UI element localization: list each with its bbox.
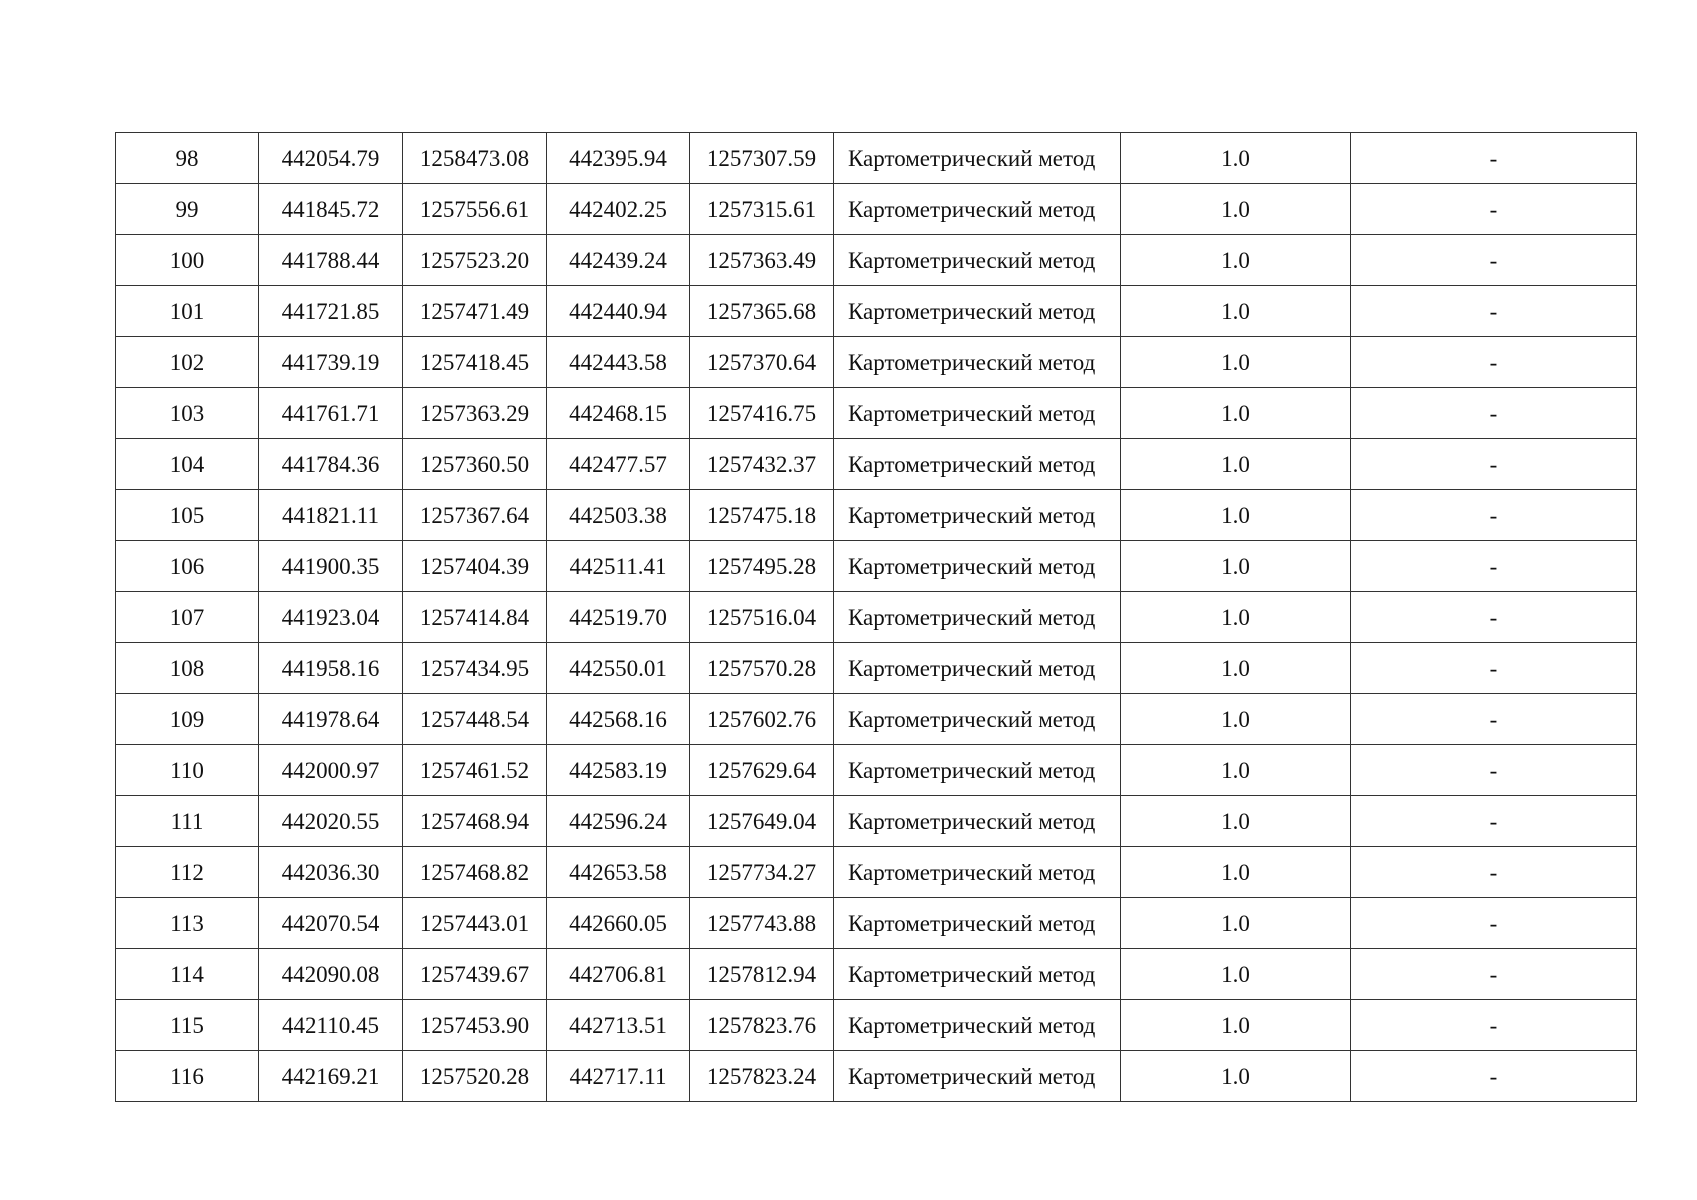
x-old-cell: 441784.36 <box>259 439 403 490</box>
accuracy-cell: 1.0 <box>1121 133 1351 184</box>
y-old-cell: 1257418.45 <box>403 337 547 388</box>
table-row <box>116 694 1637 745</box>
x-new-cell: 442713.51 <box>547 1000 690 1051</box>
point-number-cell: 115 <box>116 1000 259 1051</box>
x-new-cell: 442717.11 <box>547 1051 690 1102</box>
x-old-cell: 442110.45 <box>259 1000 403 1051</box>
y-old-cell: 1257414.84 <box>403 592 547 643</box>
x-new-cell: 442660.05 <box>547 898 690 949</box>
method-cell: Картометрический метод <box>834 286 1121 337</box>
table-row <box>116 439 1637 490</box>
y-new-cell: 1257475.18 <box>690 490 834 541</box>
description-cell: - <box>1351 796 1637 847</box>
accuracy-cell: 1.0 <box>1121 949 1351 1000</box>
x-new-cell: 442395.94 <box>547 133 690 184</box>
description-cell: - <box>1351 439 1637 490</box>
method-cell: Картометрический метод <box>834 541 1121 592</box>
y-old-cell: 1257471.49 <box>403 286 547 337</box>
table-row <box>116 133 1637 184</box>
x-new-cell: 442550.01 <box>547 643 690 694</box>
x-new-cell: 442583.19 <box>547 745 690 796</box>
point-number-cell: 106 <box>116 541 259 592</box>
description-cell: - <box>1351 490 1637 541</box>
table-row <box>116 541 1637 592</box>
y-old-cell: 1257468.94 <box>403 796 547 847</box>
point-number-cell: 110 <box>116 745 259 796</box>
x-old-cell: 441978.64 <box>259 694 403 745</box>
point-number-cell: 111 <box>116 796 259 847</box>
x-new-cell: 442443.58 <box>547 337 690 388</box>
point-number-cell: 107 <box>116 592 259 643</box>
table-row <box>116 796 1637 847</box>
y-old-cell: 1257360.50 <box>403 439 547 490</box>
table-row <box>116 235 1637 286</box>
description-cell: - <box>1351 1051 1637 1102</box>
description-cell: - <box>1351 643 1637 694</box>
y-new-cell: 1257495.28 <box>690 541 834 592</box>
method-cell: Картометрический метод <box>834 847 1121 898</box>
point-number-cell: 112 <box>116 847 259 898</box>
point-number-cell: 108 <box>116 643 259 694</box>
method-cell: Картометрический метод <box>834 949 1121 1000</box>
y-new-cell: 1257823.76 <box>690 1000 834 1051</box>
accuracy-cell: 1.0 <box>1121 439 1351 490</box>
table-body <box>116 133 1637 1102</box>
method-cell: Картометрический метод <box>834 1000 1121 1051</box>
accuracy-cell: 1.0 <box>1121 898 1351 949</box>
method-cell: Картометрический метод <box>834 388 1121 439</box>
point-number-cell: 105 <box>116 490 259 541</box>
x-new-cell: 442706.81 <box>547 949 690 1000</box>
x-old-cell: 441761.71 <box>259 388 403 439</box>
table-row <box>116 643 1637 694</box>
accuracy-cell: 1.0 <box>1121 337 1351 388</box>
accuracy-cell: 1.0 <box>1121 643 1351 694</box>
x-old-cell: 441900.35 <box>259 541 403 592</box>
x-new-cell: 442439.24 <box>547 235 690 286</box>
method-cell: Картометрический метод <box>834 745 1121 796</box>
y-new-cell: 1257315.61 <box>690 184 834 235</box>
description-cell: - <box>1351 1000 1637 1051</box>
x-new-cell: 442468.15 <box>547 388 690 439</box>
table-row <box>116 286 1637 337</box>
point-number-cell: 101 <box>116 286 259 337</box>
point-number-cell: 103 <box>116 388 259 439</box>
point-number-cell: 100 <box>116 235 259 286</box>
description-cell: - <box>1351 337 1637 388</box>
point-number-cell: 102 <box>116 337 259 388</box>
x-new-cell: 442402.25 <box>547 184 690 235</box>
x-old-cell: 442020.55 <box>259 796 403 847</box>
x-old-cell: 441821.11 <box>259 490 403 541</box>
x-old-cell: 442054.79 <box>259 133 403 184</box>
method-cell: Картометрический метод <box>834 694 1121 745</box>
accuracy-cell: 1.0 <box>1121 1000 1351 1051</box>
y-new-cell: 1257649.04 <box>690 796 834 847</box>
point-number-cell: 116 <box>116 1051 259 1102</box>
table-row <box>116 337 1637 388</box>
method-cell: Картометрический метод <box>834 898 1121 949</box>
accuracy-cell: 1.0 <box>1121 286 1351 337</box>
accuracy-cell: 1.0 <box>1121 490 1351 541</box>
x-old-cell: 441958.16 <box>259 643 403 694</box>
table-row <box>116 490 1637 541</box>
point-number-cell: 113 <box>116 898 259 949</box>
y-old-cell: 1257523.20 <box>403 235 547 286</box>
accuracy-cell: 1.0 <box>1121 1051 1351 1102</box>
table-row <box>116 745 1637 796</box>
x-new-cell: 442568.16 <box>547 694 690 745</box>
x-new-cell: 442519.70 <box>547 592 690 643</box>
accuracy-cell: 1.0 <box>1121 694 1351 745</box>
accuracy-cell: 1.0 <box>1121 388 1351 439</box>
x-new-cell: 442477.57 <box>547 439 690 490</box>
method-cell: Картометрический метод <box>834 592 1121 643</box>
x-new-cell: 442596.24 <box>547 796 690 847</box>
description-cell: - <box>1351 235 1637 286</box>
y-new-cell: 1257823.24 <box>690 1051 834 1102</box>
description-cell: - <box>1351 898 1637 949</box>
point-number-cell: 109 <box>116 694 259 745</box>
point-number-cell: 114 <box>116 949 259 1000</box>
method-cell: Картометрический метод <box>834 643 1121 694</box>
y-new-cell: 1257432.37 <box>690 439 834 490</box>
y-new-cell: 1257365.68 <box>690 286 834 337</box>
method-cell: Картометрический метод <box>834 490 1121 541</box>
x-new-cell: 442440.94 <box>547 286 690 337</box>
y-old-cell: 1257434.95 <box>403 643 547 694</box>
method-cell: Картометрический метод <box>834 439 1121 490</box>
y-new-cell: 1257416.75 <box>690 388 834 439</box>
y-old-cell: 1257556.61 <box>403 184 547 235</box>
point-number-cell: 104 <box>116 439 259 490</box>
description-cell: - <box>1351 133 1637 184</box>
x-old-cell: 442070.54 <box>259 898 403 949</box>
x-new-cell: 442503.38 <box>547 490 690 541</box>
x-old-cell: 441845.72 <box>259 184 403 235</box>
y-new-cell: 1257363.49 <box>690 235 834 286</box>
method-cell: Картометрический метод <box>834 133 1121 184</box>
description-cell: - <box>1351 949 1637 1000</box>
y-new-cell: 1257370.64 <box>690 337 834 388</box>
x-old-cell: 441739.19 <box>259 337 403 388</box>
method-cell: Картометрический метод <box>834 337 1121 388</box>
accuracy-cell: 1.0 <box>1121 745 1351 796</box>
accuracy-cell: 1.0 <box>1121 847 1351 898</box>
x-old-cell: 441923.04 <box>259 592 403 643</box>
x-old-cell: 441788.44 <box>259 235 403 286</box>
point-number-cell: 98 <box>116 133 259 184</box>
description-cell: - <box>1351 541 1637 592</box>
description-cell: - <box>1351 847 1637 898</box>
y-old-cell: 1257367.64 <box>403 490 547 541</box>
description-cell: - <box>1351 592 1637 643</box>
table-row <box>116 592 1637 643</box>
y-old-cell: 1257439.67 <box>403 949 547 1000</box>
description-cell: - <box>1351 745 1637 796</box>
x-old-cell: 442000.97 <box>259 745 403 796</box>
y-old-cell: 1257468.82 <box>403 847 547 898</box>
y-new-cell: 1257629.64 <box>690 745 834 796</box>
method-cell: Картометрический метод <box>834 235 1121 286</box>
table-row <box>116 847 1637 898</box>
y-old-cell: 1257363.29 <box>403 388 547 439</box>
table-row <box>116 1051 1637 1102</box>
y-new-cell: 1257602.76 <box>690 694 834 745</box>
y-old-cell: 1257461.52 <box>403 745 547 796</box>
accuracy-cell: 1.0 <box>1121 592 1351 643</box>
y-old-cell: 1257520.28 <box>403 1051 547 1102</box>
method-cell: Картометрический метод <box>834 184 1121 235</box>
y-new-cell: 1257570.28 <box>690 643 834 694</box>
table-row <box>116 1000 1637 1051</box>
accuracy-cell: 1.0 <box>1121 184 1351 235</box>
point-number-cell: 99 <box>116 184 259 235</box>
table-row <box>116 898 1637 949</box>
x-old-cell: 442169.21 <box>259 1051 403 1102</box>
table-row <box>116 184 1637 235</box>
method-cell: Картометрический метод <box>834 796 1121 847</box>
description-cell: - <box>1351 184 1637 235</box>
coordinates-table <box>115 132 1637 1102</box>
description-cell: - <box>1351 286 1637 337</box>
x-old-cell: 442036.30 <box>259 847 403 898</box>
y-new-cell: 1257812.94 <box>690 949 834 1000</box>
accuracy-cell: 1.0 <box>1121 796 1351 847</box>
method-cell: Картометрический метод <box>834 1051 1121 1102</box>
description-cell: - <box>1351 694 1637 745</box>
y-new-cell: 1257516.04 <box>690 592 834 643</box>
y-old-cell: 1257443.01 <box>403 898 547 949</box>
y-old-cell: 1258473.08 <box>403 133 547 184</box>
y-new-cell: 1257307.59 <box>690 133 834 184</box>
accuracy-cell: 1.0 <box>1121 235 1351 286</box>
x-new-cell: 442653.58 <box>547 847 690 898</box>
y-new-cell: 1257743.88 <box>690 898 834 949</box>
y-old-cell: 1257453.90 <box>403 1000 547 1051</box>
description-cell: - <box>1351 388 1637 439</box>
x-new-cell: 442511.41 <box>547 541 690 592</box>
accuracy-cell: 1.0 <box>1121 541 1351 592</box>
table-row <box>116 388 1637 439</box>
y-old-cell: 1257448.54 <box>403 694 547 745</box>
x-old-cell: 442090.08 <box>259 949 403 1000</box>
y-new-cell: 1257734.27 <box>690 847 834 898</box>
table-row <box>116 949 1637 1000</box>
x-old-cell: 441721.85 <box>259 286 403 337</box>
y-old-cell: 1257404.39 <box>403 541 547 592</box>
